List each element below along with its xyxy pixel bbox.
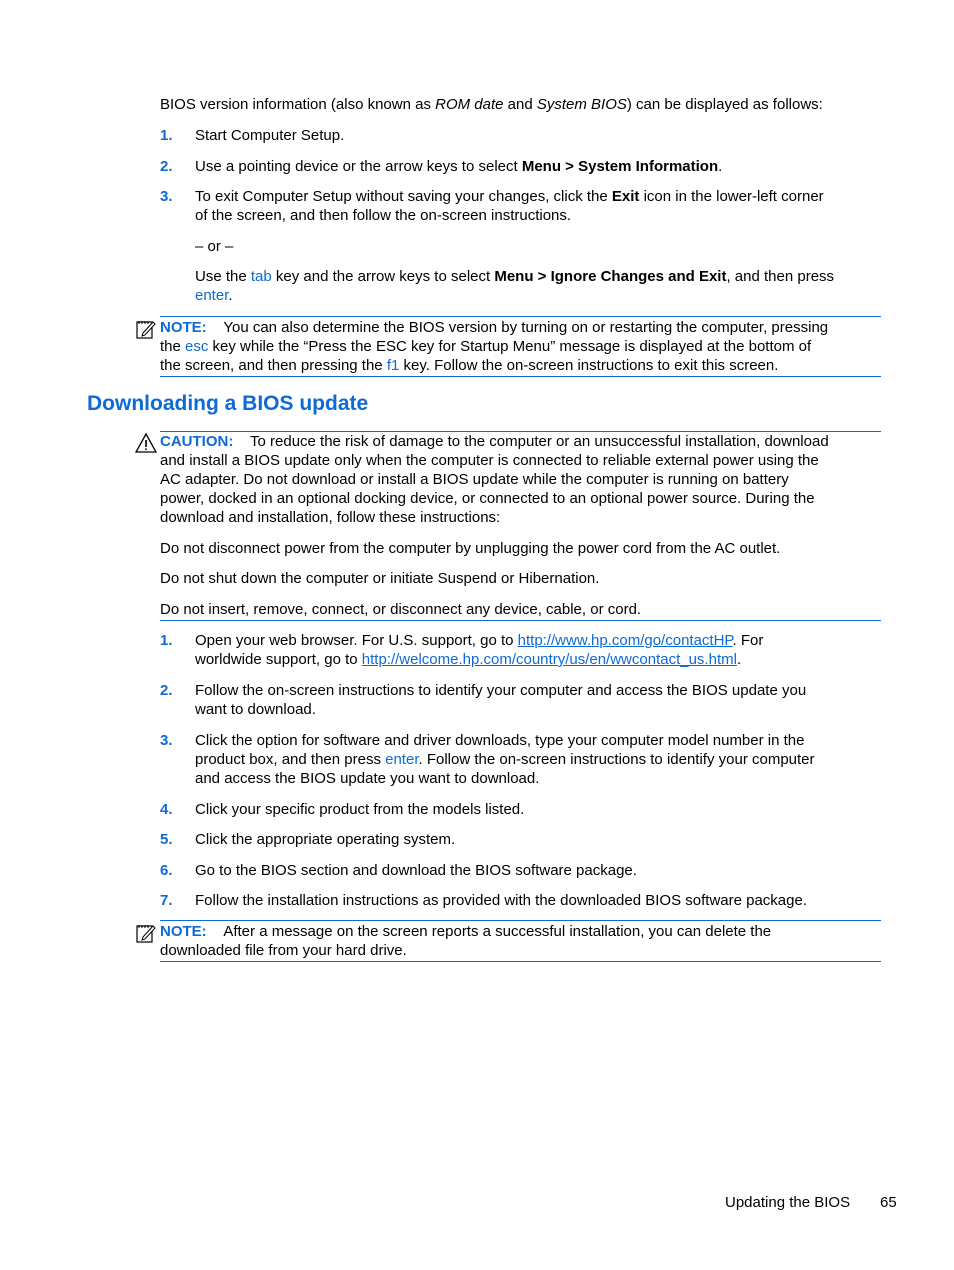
- contact-hp-link[interactable]: http://www.hp.com/go/contactHP: [517, 632, 733, 649]
- note-text: the screen, and then pressing the: [160, 357, 387, 374]
- note-line: [160, 337, 811, 356]
- tab-key: tab: [250, 268, 272, 285]
- step-text-line2: [195, 750, 815, 769]
- alt-text-part: Use the: [195, 268, 251, 285]
- step-text-line2: want to download.: [195, 701, 316, 718]
- step-text: Follow the on-screen instructions to identify your computer and access the BIOS update you: [195, 682, 807, 699]
- caution-paragraph: Do not shut down the computer or initiate Suspend or Hibernation.: [160, 570, 600, 587]
- rom-date-term: ROM date: [435, 96, 504, 113]
- step-number: 2.: [160, 158, 173, 175]
- caution-line: download and installation, follow these instructions:: [160, 509, 501, 526]
- caution-line: power, docked in an optional docking device, or connected to an optional power source. During the: [160, 490, 815, 507]
- note-label: NOTE:: [160, 319, 207, 336]
- caution-line: [160, 432, 829, 451]
- step-number: 7.: [160, 892, 173, 909]
- f1-key: f1: [386, 357, 400, 374]
- enter-key: enter: [195, 287, 229, 304]
- step-number: 2.: [160, 682, 173, 699]
- step-text: Go to the BIOS section and download the BIOS software package.: [195, 862, 637, 879]
- step-text-part: Use a pointing device or the arrow keys to select: [195, 158, 522, 175]
- step-text: [195, 187, 824, 206]
- note-text: You can also determine the BIOS version by turning on or restarting the computer, pressing: [223, 319, 829, 336]
- step-text-part: .: [736, 651, 742, 668]
- note-text: key. Follow the on-screen instructions to exit this screen.: [399, 357, 779, 374]
- alternative-text-line2: [195, 286, 233, 305]
- step-text-part: Open your web browser. For U.S. support, go to: [195, 632, 518, 649]
- step-text-part: . Follow the on-screen instructions to identify your computer: [418, 751, 815, 768]
- caution-line: AC adapter. Do not download or install a BIOS update while the computer is running on battery: [160, 471, 789, 488]
- alt-text-part: key and the arrow keys to select: [271, 268, 495, 285]
- footer-section-title: Updating the BIOS: [725, 1194, 851, 1211]
- step-text-part: icon in the lower-left corner: [639, 188, 824, 205]
- note-text: the: [160, 338, 186, 355]
- step-number: 3.: [160, 188, 173, 205]
- caution-paragraph: Do not insert, remove, connect, or disconnect any device, cable, or cord.: [160, 601, 642, 618]
- step-text-line3: and access the BIOS update you want to download.: [195, 770, 540, 787]
- note-top-rule: [160, 920, 881, 921]
- esc-key: esc: [185, 338, 209, 355]
- warning-icon: [135, 432, 157, 454]
- step-text-part: .: [718, 158, 723, 175]
- alt-text-part: .: [228, 287, 233, 304]
- alternative-text: [195, 267, 834, 286]
- step-number: 4.: [160, 801, 173, 818]
- step-number: 1.: [160, 127, 173, 144]
- step-text: Follow the installation instructions as provided with the downloaded BIOS software package.: [195, 892, 808, 909]
- note-bottom-rule: [160, 961, 881, 962]
- note-text: key while the “Press the ESC key for Startup Menu” message is displayed at the bottom of: [208, 338, 812, 355]
- caution-label: CAUTION:: [160, 433, 234, 450]
- or-separator: – or –: [195, 238, 234, 255]
- step-text-line2: of the screen, and then follow the on-screen instructions.: [195, 207, 572, 224]
- step-text: Click the option for software and driver downloads, type your computer model number in the: [195, 732, 805, 749]
- step-text: [195, 631, 763, 650]
- intro-paragraph: [160, 95, 823, 114]
- note-icon: [135, 922, 157, 944]
- note-line: [160, 922, 771, 941]
- note-line: [160, 356, 778, 375]
- step-text: [195, 157, 722, 176]
- menu-path: Menu > System Information: [521, 158, 719, 175]
- step-text-part: worldwide support, go to: [195, 651, 362, 668]
- caution-line: and install a BIOS update only when the computer is connected to reliable external power using the: [160, 452, 819, 469]
- intro-text: and: [503, 96, 537, 113]
- step-text-part: . For: [732, 632, 764, 649]
- caution-text: To reduce the risk of damage to the computer or an unsuccessful installation, download: [250, 433, 829, 450]
- intro-text: BIOS version information (also known as: [160, 96, 436, 113]
- worldwide-contact-link[interactable]: http://welcome.hp.com/country/us/en/wwcontact_us.html: [361, 651, 737, 668]
- step-text-line2: [195, 650, 741, 669]
- step-number: 5.: [160, 831, 173, 848]
- step-text-part: product box, and then press: [195, 751, 386, 768]
- step-text: Click the appropriate operating system.: [195, 831, 456, 848]
- note-text: After a message on the screen reports a successful installation, you can delete the: [223, 923, 772, 940]
- section-title: Downloading a BIOS update: [87, 392, 369, 415]
- intro-text: ) can be displayed as follows:: [626, 96, 823, 113]
- note-line: [160, 318, 828, 337]
- step-number: 1.: [160, 632, 173, 649]
- caution-paragraph: Do not disconnect power from the computer by unplugging the power cord from the AC outlet.: [160, 540, 781, 557]
- step-text: Click your specific product from the models listed.: [195, 801, 525, 818]
- step-number: 6.: [160, 862, 173, 879]
- system-bios-term: System BIOS: [536, 96, 627, 113]
- note-bottom-rule: [160, 376, 881, 377]
- page-number: 65: [880, 1194, 897, 1211]
- step-number: 3.: [160, 732, 173, 749]
- note-label: NOTE:: [160, 923, 207, 940]
- step-text-part: To exit Computer Setup without saving your changes, click the: [195, 188, 612, 205]
- note-top-rule: [160, 316, 881, 317]
- caution-bottom-rule: [160, 620, 881, 621]
- alt-text-part: , and then press: [726, 268, 835, 285]
- enter-key: enter: [385, 751, 419, 768]
- exit-term: Exit: [611, 188, 640, 205]
- menu-path: Menu > Ignore Changes and Exit: [494, 268, 727, 285]
- note-line: downloaded file from your hard drive.: [160, 942, 407, 959]
- step-text: Start Computer Setup.: [195, 127, 345, 144]
- note-icon: [135, 318, 157, 340]
